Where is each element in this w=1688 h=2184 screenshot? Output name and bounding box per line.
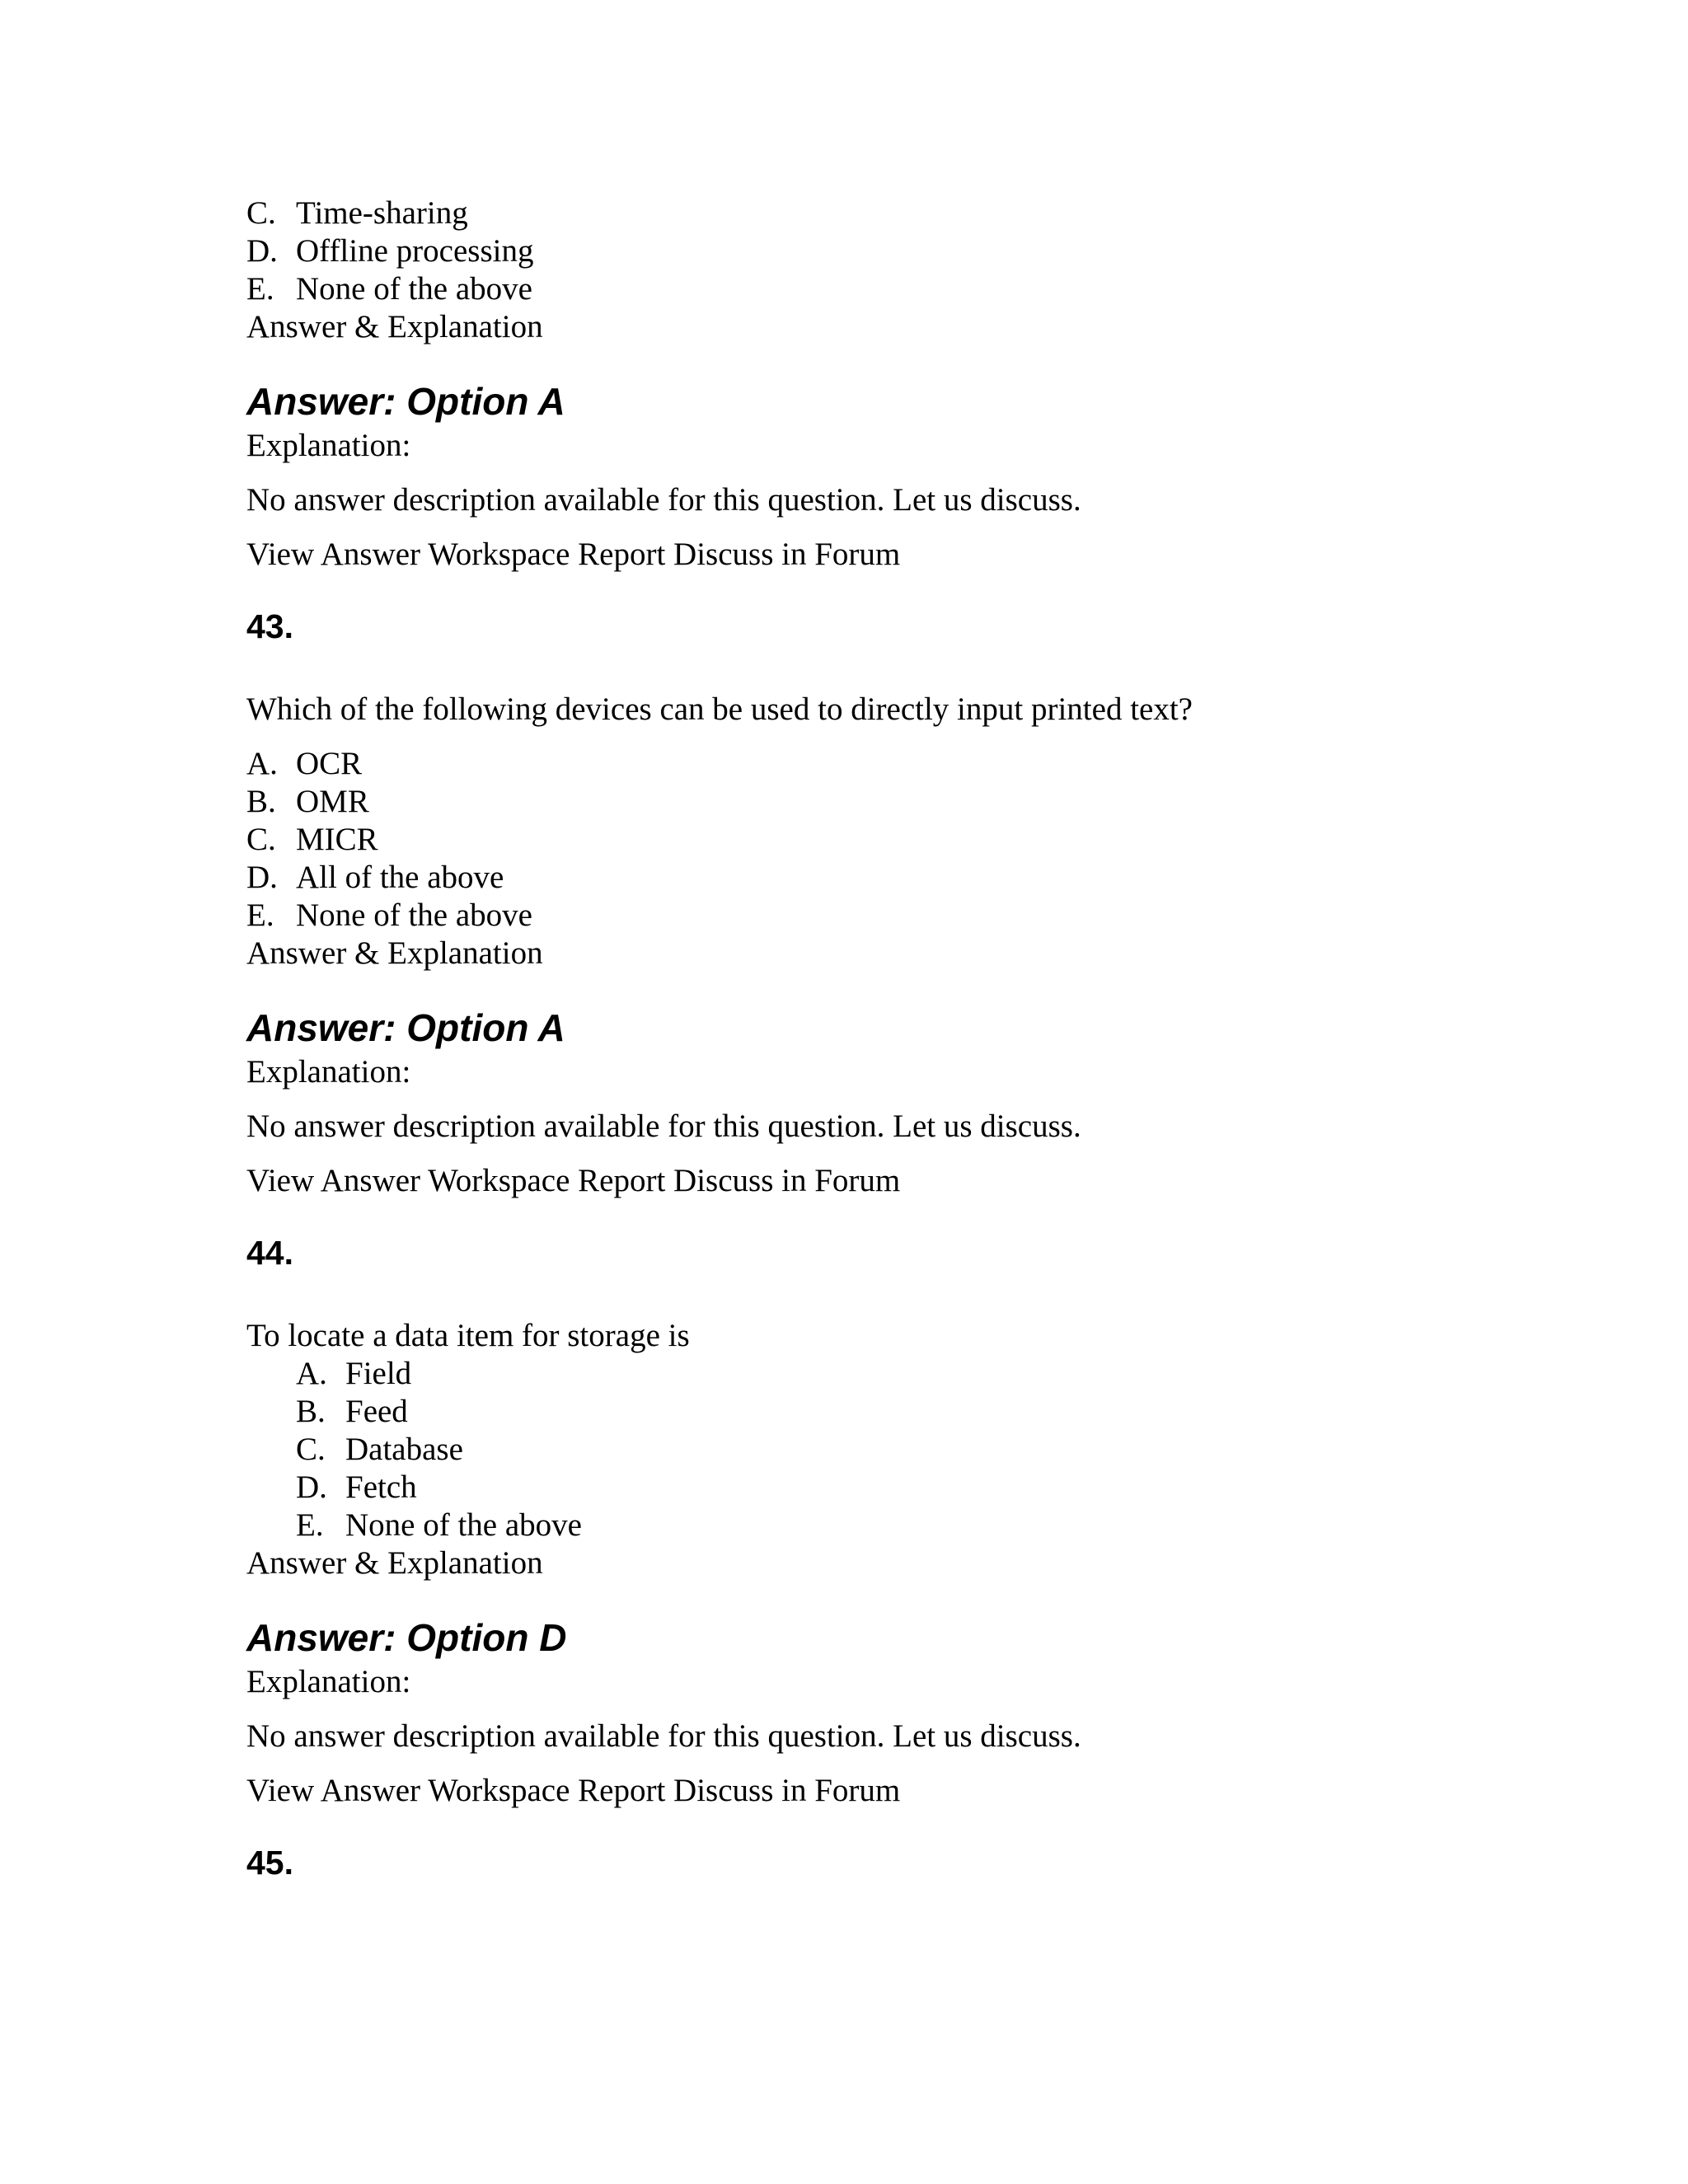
q44-option-b: B. Feed bbox=[296, 1394, 408, 1429]
discuss-forum-link[interactable]: Discuss in Forum bbox=[673, 1773, 901, 1808]
discuss-forum-link[interactable]: Discuss in Forum bbox=[673, 537, 901, 572]
q44-answer: Answer: Option D bbox=[246, 1616, 567, 1659]
q42-answer-toggle[interactable]: Answer & Explanation bbox=[246, 309, 543, 344]
view-answer-link[interactable]: View Answer bbox=[246, 537, 421, 572]
q45-number: 45. bbox=[246, 1844, 293, 1882]
workspace-link[interactable]: Workspace bbox=[428, 1163, 570, 1198]
q44-explanation-label: Explanation: bbox=[246, 1664, 411, 1699]
discuss-forum-link[interactable]: Discuss in Forum bbox=[673, 1163, 901, 1198]
q42-explanation: No answer description available for this question. Let us discuss. bbox=[246, 482, 1081, 518]
q43-explanation: No answer description available for this question. Let us discuss. bbox=[246, 1108, 1081, 1144]
q43-option-e: E. None of the above bbox=[246, 898, 532, 933]
q43-number: 43. bbox=[246, 607, 293, 645]
q44-action-links bbox=[246, 1772, 1565, 1810]
view-answer-link[interactable]: View Answer bbox=[246, 1163, 421, 1198]
q43-option-d: D. All of the above bbox=[246, 860, 504, 895]
q44-option-a: A. Field bbox=[296, 1356, 412, 1391]
q44-answer-toggle[interactable]: Answer & Explanation bbox=[246, 1545, 543, 1581]
document-page bbox=[246, 194, 1565, 1882]
q43-option-c: C. MICR bbox=[246, 822, 378, 857]
q44-option-c: C. Database bbox=[296, 1432, 463, 1467]
q44-explanation: No answer description available for this question. Let us discuss. bbox=[246, 1718, 1081, 1754]
q43-options bbox=[246, 745, 1565, 935]
q44-number: 44. bbox=[246, 1234, 293, 1272]
view-answer-link[interactable]: View Answer bbox=[246, 1773, 421, 1808]
workspace-link[interactable]: Workspace bbox=[428, 537, 570, 572]
q42-option-e: E. None of the above bbox=[246, 271, 532, 307]
q42-answer: Answer: Option A bbox=[246, 380, 565, 423]
q42-action-links bbox=[246, 536, 1565, 574]
q42-explanation-label: Explanation: bbox=[246, 428, 411, 463]
q43-answer: Answer: Option A bbox=[246, 1006, 565, 1049]
q43-answer-toggle[interactable]: Answer & Explanation bbox=[246, 935, 543, 971]
report-link[interactable]: Report bbox=[578, 1163, 666, 1198]
q44-question: To locate a data item for storage is bbox=[246, 1318, 690, 1353]
q44-options bbox=[246, 1355, 1565, 1544]
q43-action-links bbox=[246, 1162, 1565, 1200]
q44-option-e: E. None of the above bbox=[296, 1507, 582, 1543]
q43-option-a: A. OCR bbox=[246, 746, 363, 781]
q43-explanation-label: Explanation: bbox=[246, 1054, 411, 1090]
q43-question: Which of the following devices can be used to directly input printed text? bbox=[246, 691, 1193, 727]
q42-option-d: D. Offline processing bbox=[246, 233, 534, 269]
report-link[interactable]: Report bbox=[578, 1773, 666, 1808]
report-link[interactable]: Report bbox=[578, 537, 666, 572]
q44-option-d: D. Fetch bbox=[296, 1469, 417, 1505]
workspace-link[interactable]: Workspace bbox=[428, 1773, 570, 1808]
q42-options bbox=[246, 194, 1565, 308]
q42-option-c: C. Time-sharing bbox=[246, 195, 468, 231]
q43-option-b: B. OMR bbox=[246, 784, 369, 819]
